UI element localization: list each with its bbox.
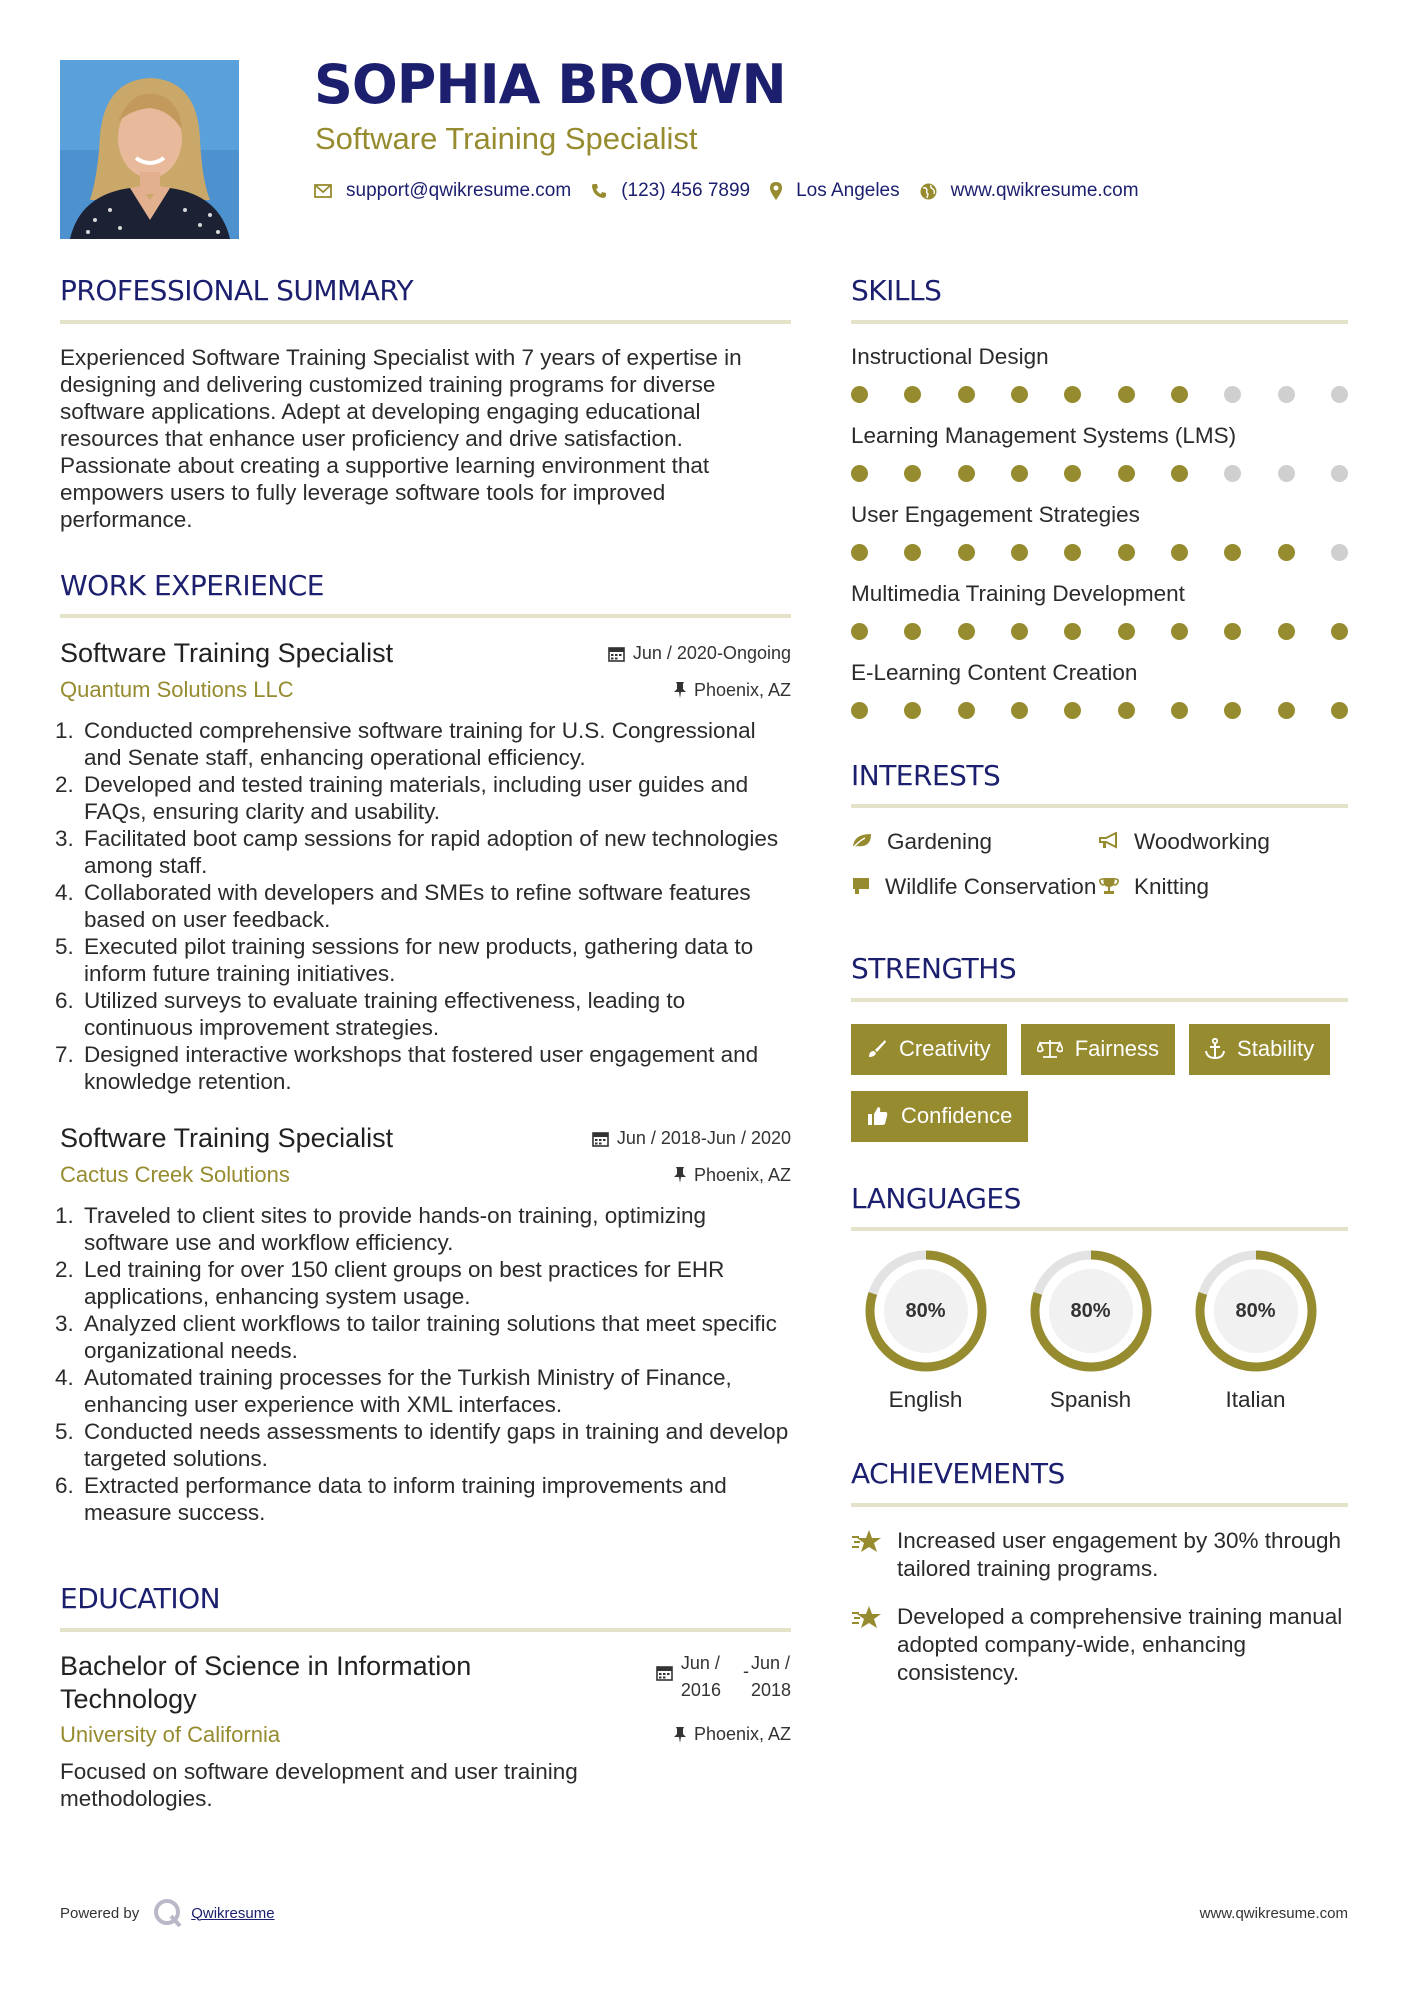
job-bullet: 6. Extracted performance data to inform training improvements and measure success. — [80, 1472, 791, 1526]
interest-label: Woodworking — [1134, 829, 1270, 855]
education-entry — [60, 1650, 791, 1812]
skill-dot-filled — [904, 623, 921, 640]
language-item — [1008, 1249, 1173, 1413]
skill-dot-filled — [904, 544, 921, 561]
job-dates-text: Jun / 2020-Ongoing — [632, 643, 791, 664]
powered-by-label: Powered by — [60, 1904, 140, 1922]
skill-rating — [851, 465, 1348, 482]
skill-dot-filled — [1064, 623, 1081, 640]
job-bullet: 2. Developed and tested training materials, including user guides and FAQs, ensuring clarity and usability. — [80, 771, 791, 825]
achievement-text: Developed a comprehensive training manual adopted company-wide, enhancing consistency. — [897, 1603, 1343, 1685]
experience-heading: WORK EXPERIENCE — [60, 569, 791, 619]
job-role: Software Training Specialist — [60, 1123, 394, 1154]
skill-dot-filled — [1171, 465, 1188, 482]
skill-dot-filled — [1118, 702, 1135, 719]
skill-dot-filled — [1064, 386, 1081, 403]
skill-dot-filled — [1224, 702, 1241, 719]
language-gauge — [1194, 1249, 1318, 1373]
job-bullets — [60, 717, 791, 1095]
languages-heading: LANGUAGES — [851, 1182, 1348, 1232]
job-location-text: Phoenix, AZ — [693, 1164, 791, 1185]
skill-dot-filled — [1011, 386, 1028, 403]
paintbrush-icon — [867, 1039, 887, 1059]
calendar-icon — [592, 1130, 609, 1147]
skill-dot-filled — [958, 544, 975, 561]
interest-label: Wildlife Conservation — [885, 874, 1097, 900]
job-entry — [60, 1123, 791, 1526]
skill-rating — [851, 623, 1348, 640]
skill-dot-filled — [1331, 623, 1348, 640]
skill-dot-filled — [958, 386, 975, 403]
language-gauge — [864, 1249, 988, 1373]
job-bullet: 2. Led training for over 150 client groups on best practices for EHR applications, enhancing system usage. — [80, 1256, 791, 1310]
skill-dot-filled — [1278, 623, 1295, 640]
job-bullet: 4. Collaborated with developers and SMEs to refine software features based on user feedback. — [80, 879, 791, 933]
education-location — [674, 1724, 791, 1745]
languages-list — [851, 1249, 1348, 1413]
job-role: Software Training Specialist — [60, 638, 394, 669]
skill-dot-filled — [851, 544, 868, 561]
balance-scale-icon — [1037, 1039, 1063, 1059]
skill-dot-empty — [1224, 465, 1241, 482]
skill-dot-empty — [1224, 386, 1241, 403]
leaf-icon — [851, 832, 873, 850]
interest-label: Knitting — [1134, 874, 1210, 900]
skill-dot-filled — [1118, 544, 1135, 561]
education-description: Focused on software development and user training methodologies. — [60, 1758, 578, 1811]
skill-dot-filled — [851, 702, 868, 719]
qwikresume-link[interactable]: Qwikresume — [191, 1904, 275, 1922]
skill-dot-filled — [851, 386, 868, 403]
skill-item — [851, 502, 1348, 561]
skill-item — [851, 423, 1348, 482]
calendar-icon — [608, 645, 625, 662]
skills-heading: SKILLS — [851, 274, 1348, 324]
language-percent: 80% — [905, 1299, 946, 1322]
skill-dot-filled — [1118, 465, 1135, 482]
achievements-list — [851, 1527, 1348, 1687]
job-location — [674, 1165, 791, 1186]
skill-dot-filled — [958, 465, 975, 482]
degree-title — [60, 1650, 471, 1716]
skill-dot-filled — [1011, 465, 1028, 482]
job-bullet: 6. Utilized surveys to evaluate training effectiveness, leading to continuous improvement strategies. — [80, 987, 791, 1041]
skill-dot-filled — [1224, 623, 1241, 640]
skill-dot-filled — [1064, 465, 1081, 482]
school-name: University of California — [60, 1721, 281, 1747]
contact-location — [770, 180, 900, 202]
skill-dot-filled — [1064, 702, 1081, 719]
job-bullets — [60, 1202, 791, 1526]
skill-rating — [851, 702, 1348, 719]
job-bullet: 4. Automated training processes for the Turkish Ministry of Finance, enhancing user experience with XML interfaces. — [80, 1364, 791, 1418]
interests-heading: INTERESTS — [851, 759, 1348, 809]
language-name: English — [888, 1387, 963, 1413]
job-dates — [608, 643, 791, 664]
degree-line: Technology — [60, 1683, 197, 1714]
strength-label: Creativity — [899, 1036, 991, 1062]
education-dates — [656, 1650, 791, 1716]
skill-dot-filled — [1278, 702, 1295, 719]
star-icon — [851, 1529, 883, 1555]
anchor-icon — [1205, 1038, 1225, 1060]
language-item — [843, 1249, 1008, 1413]
skill-dot-empty — [1331, 386, 1348, 403]
globe-icon — [920, 183, 937, 200]
email-icon — [314, 184, 332, 198]
contact-phone[interactable] — [591, 180, 750, 202]
skill-dot-filled — [1171, 623, 1188, 640]
contact-email[interactable] — [314, 180, 571, 202]
strength-badge — [1189, 1024, 1330, 1075]
skill-dot-filled — [1064, 544, 1081, 561]
job-bullet: 3. Analyzed client workflows to tailor training solutions that meet specific organizational needs. — [80, 1310, 791, 1364]
trophy-icon — [1098, 877, 1120, 895]
pushpin-icon — [674, 1727, 686, 1743]
left-column — [60, 274, 791, 1812]
interest-item — [851, 828, 1098, 855]
pushpin-icon — [674, 1167, 686, 1183]
skill-dot-empty — [1331, 544, 1348, 561]
strength-badge — [851, 1091, 1028, 1142]
skill-dot-filled — [1011, 702, 1028, 719]
skill-dot-filled — [1171, 386, 1188, 403]
phone-text: (123) 456 7899 — [621, 180, 751, 201]
interest-item — [1098, 873, 1348, 900]
skill-dot-filled — [1224, 544, 1241, 561]
skill-dot-filled — [904, 702, 921, 719]
email-text: support@qwikresume.com — [346, 180, 572, 201]
education-location-text: Phoenix, AZ — [693, 1724, 791, 1745]
flag-icon — [851, 877, 871, 895]
skills-list — [851, 344, 1348, 719]
skill-dot-filled — [1118, 623, 1135, 640]
strength-badge — [1021, 1024, 1175, 1075]
skill-name: User Engagement Strategies — [851, 501, 1140, 527]
phone-icon — [591, 183, 607, 199]
skill-dot-filled — [904, 386, 921, 403]
footer-powered-by — [60, 1898, 275, 1928]
candidate-title: Software Training Specialist — [315, 121, 698, 156]
skill-name: E-Learning Content Creation — [851, 659, 1138, 685]
skill-dot-filled — [1011, 623, 1028, 640]
skill-dot-filled — [1278, 544, 1295, 561]
skill-item — [851, 660, 1348, 719]
edu-end-year: 2018 — [750, 1679, 791, 1700]
language-name: Spanish — [1049, 1387, 1132, 1413]
qwikresume-logo-icon — [153, 1898, 183, 1928]
strength-label: Stability — [1237, 1036, 1315, 1062]
summary-text: Experienced Software Training Specialist with 7 years of expertise in designing and delivering customized training programs for diverse software applications. Adept at developing engaging educational resources that enhance user proficiency and drive satisfaction. Passionate about creating a supportive learning environment that empowers users to fully leverage software tools for improved performance. — [60, 344, 742, 532]
skill-dot-filled — [851, 465, 868, 482]
job-dates — [592, 1128, 791, 1149]
skill-dot-filled — [1118, 386, 1135, 403]
contact-bar — [314, 178, 1159, 204]
degree-line: Bachelor of Science in Information — [60, 1650, 472, 1681]
job-bullet: 3. Facilitated boot camp sessions for rapid adoption of new technologies among staff. — [80, 825, 791, 879]
job-dates-text: Jun / 2018-Jun / 2020 — [616, 1128, 791, 1149]
strength-label: Fairness — [1074, 1036, 1160, 1062]
pushpin-icon — [674, 682, 686, 698]
interest-item — [851, 873, 1098, 900]
job-bullet: 5. Executed pilot training sessions for new products, gathering data to inform future training initiatives. — [80, 933, 791, 987]
skill-dot-filled — [851, 623, 868, 640]
language-item — [1173, 1249, 1338, 1413]
job-bullet: 1. Traveled to client sites to provide hands-on training, optimizing software use and workflow efficiency. — [80, 1202, 791, 1256]
skill-dot-filled — [1171, 544, 1188, 561]
edu-end-month: Jun / — [750, 1652, 790, 1673]
location-text: Los Angeles — [796, 180, 900, 201]
skill-rating — [851, 386, 1348, 403]
strength-label: Confidence — [901, 1103, 1013, 1129]
skill-dot-filled — [958, 623, 975, 640]
calendar-icon — [656, 1664, 673, 1681]
skill-item — [851, 581, 1348, 640]
right-column — [851, 274, 1348, 1687]
skill-dot-filled — [1171, 702, 1188, 719]
skill-dot-filled — [1331, 702, 1348, 719]
interest-item — [1098, 828, 1348, 855]
skill-dot-empty — [1278, 386, 1295, 403]
skill-name: Instructional Design — [851, 343, 1049, 369]
job-bullet: 5. Conducted needs assessments to identify gaps in training and develop targeted solutions. — [80, 1418, 791, 1472]
job-bullet: 1. Conducted comprehensive software training for U.S. Congressional and Senate staff, enhancing operational efficiency. — [80, 717, 791, 771]
edu-start-year: 2016 — [680, 1679, 721, 1700]
skill-dot-filled — [958, 702, 975, 719]
summary-heading: PROFESSIONAL SUMMARY — [60, 274, 791, 324]
edu-start-month: Jun / — [680, 1652, 720, 1673]
achievement-item — [851, 1603, 1348, 1687]
achievement-text: Increased user engagement by 30% through tailored training programs. — [897, 1527, 1342, 1581]
job-entry — [60, 638, 791, 1095]
skill-name: Multimedia Training Development — [851, 580, 1185, 606]
strengths-list — [851, 1024, 1348, 1142]
skill-rating — [851, 544, 1348, 561]
skill-dot-filled — [904, 465, 921, 482]
star-icon — [851, 1605, 883, 1631]
language-percent: 80% — [1070, 1299, 1111, 1322]
website-text: www.qwikresume.com — [950, 180, 1139, 201]
skill-dot-filled — [1011, 544, 1028, 561]
edu-date-dash: - — [742, 1660, 749, 1681]
strength-badge — [851, 1024, 1007, 1075]
achievements-heading: ACHIEVEMENTS — [851, 1457, 1348, 1507]
language-name: Italian — [1225, 1387, 1286, 1413]
bullhorn-icon — [1098, 832, 1120, 850]
job-location-text: Phoenix, AZ — [693, 679, 791, 700]
language-gauge — [1029, 1249, 1153, 1373]
company-name: Quantum Solutions LLC — [60, 677, 294, 703]
interests-list — [851, 828, 1348, 900]
interest-label: Gardening — [887, 829, 993, 855]
language-percent: 80% — [1235, 1299, 1276, 1322]
strengths-heading: STRENGTHS — [851, 952, 1348, 1002]
profile-photo — [60, 60, 239, 239]
skill-dot-empty — [1278, 465, 1295, 482]
skill-item — [851, 344, 1348, 403]
skill-name: Learning Management Systems (LMS) — [851, 422, 1237, 448]
contact-website[interactable] — [920, 180, 1139, 202]
map-pin-icon — [770, 182, 782, 200]
skill-dot-empty — [1331, 465, 1348, 482]
thumbs-up-icon — [867, 1106, 889, 1126]
footer-website[interactable]: www.qwikresume.com — [1199, 1905, 1348, 1922]
achievement-item — [851, 1527, 1348, 1583]
education-heading: EDUCATION — [60, 1582, 791, 1632]
job-location — [674, 680, 791, 701]
candidate-name: SOPHIA BROWN — [314, 53, 786, 116]
company-name: Cactus Creek Solutions — [60, 1162, 290, 1188]
job-bullet: 7. Designed interactive workshops that fostered user engagement and knowledge retention. — [80, 1041, 791, 1095]
